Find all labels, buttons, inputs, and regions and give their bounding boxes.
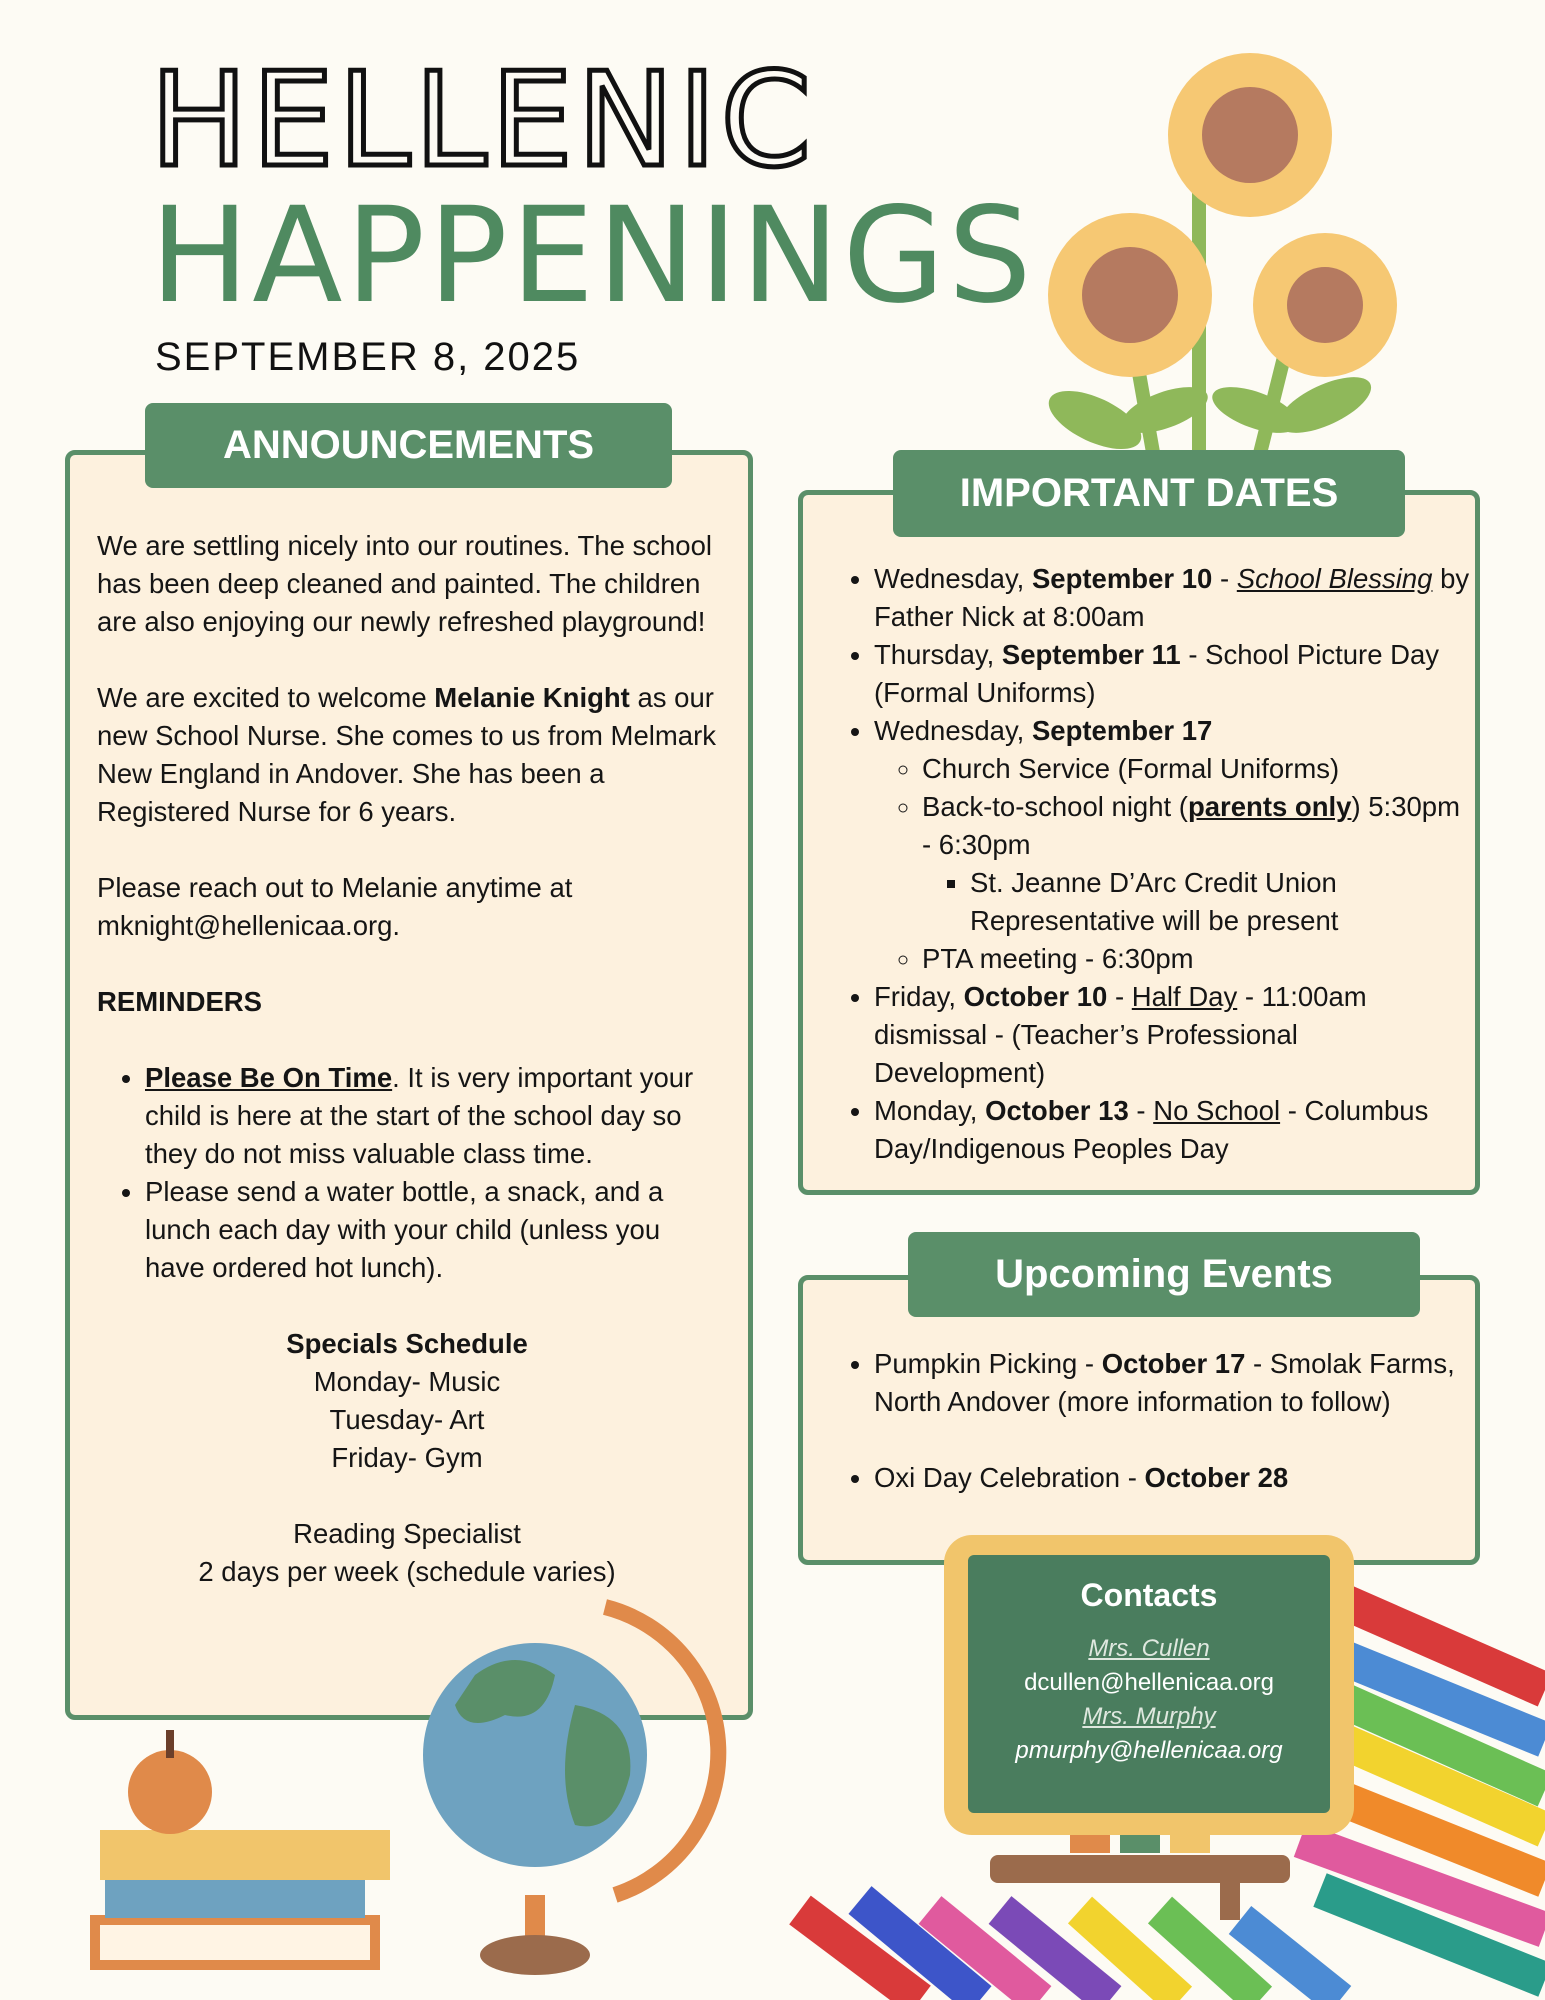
contacts-chalkboard xyxy=(968,1555,1330,1813)
title-line-2: HAPPENINGS xyxy=(150,179,1035,333)
date-note: ▪ St. Jeanne D’Arc Credit Union Representative will be present xyxy=(970,864,1472,940)
events-list xyxy=(832,1345,1472,1497)
special-item: Monday- Music xyxy=(313,1366,501,1397)
reading-detail: 2 days per week (schedule varies) xyxy=(198,1556,616,1587)
contacts-title: Contacts xyxy=(1080,1577,1218,1613)
date-item: • Wednesday, September 10 - School Blessing by Father Nick at 8:00am xyxy=(874,560,1472,636)
reading-title: Reading Specialist xyxy=(293,1518,521,1549)
important-dates-heading: IMPORTANT DATES xyxy=(893,450,1405,537)
announcement-para-3: Please reach out to Melanie anytime at mknight@hellenicaa.org. xyxy=(97,872,573,941)
reading-specialist xyxy=(97,1515,717,1591)
announcements-heading: ANNOUNCEMENTS xyxy=(145,403,672,488)
specials-title: Specials Schedule xyxy=(286,1328,528,1359)
globe-illustration xyxy=(405,1595,735,1985)
upcoming-events-content xyxy=(832,1345,1472,1535)
event-item: • Oxi Day Celebration - October 28 xyxy=(874,1459,1472,1497)
date-item: • Wednesday, September 17 ◦ Church Service (Formal Uniforms) ◦ Back-to-school night (parents only) 5:30pm - 6:30pm ▪ St. Jeanne D’Arc Credit Union Representative will be present ◦ PTA meeting - 6:30pm xyxy=(874,712,1472,978)
contact-name-2[interactable]: Mrs. Murphy xyxy=(1082,1703,1216,1730)
title-line-1: HELLENIC xyxy=(150,44,816,196)
sunflowers-illustration xyxy=(1020,25,1420,465)
announcement-para-2: We are excited to welcome Melanie Knight as our new School Nurse. She comes to us from Melmark New England in Andover. She has been a Registered Nurse for 6 years. xyxy=(97,682,716,827)
dates-list xyxy=(832,560,1472,1168)
issue-date: SEPTEMBER 8, 2025 xyxy=(155,335,581,379)
contact-name-1[interactable]: Mrs. Cullen xyxy=(1088,1635,1210,1662)
date-item: • Friday, October 10 - Half Day - 11:00am dismissal - (Teacher’s Professional Development) xyxy=(874,978,1472,1092)
special-item: Friday- Gym xyxy=(331,1442,483,1473)
sunflower-top xyxy=(1168,53,1332,217)
books-apple-illustration xyxy=(80,1720,400,1990)
easel-stand xyxy=(990,1830,1310,1920)
reminders-list xyxy=(97,1059,717,1287)
announcement-para-1: We are settling nicely into our routines. The school has been deep cleaned and painted. The children are also enjoying our newly refreshed playground! xyxy=(97,530,713,637)
event-item: • Pumpkin Picking - October 17 - Smolak Farms, North Andover (more information to follow) xyxy=(874,1345,1472,1421)
important-dates-content xyxy=(832,560,1472,1168)
sunflower-right xyxy=(1253,233,1397,377)
date-item: • Thursday, September 11 - School Picture Day (Formal Uniforms) xyxy=(874,636,1472,712)
special-item: Tuesday- Art xyxy=(329,1404,485,1435)
contact-email-2[interactable]: pmurphy@hellenicaa.org xyxy=(1015,1737,1283,1764)
sunflower-left xyxy=(1048,213,1212,377)
specials-schedule xyxy=(97,1325,717,1477)
reminder-item: • Please Be On Time. It is very important your child is here at the start of the school day so they do not miss valuable class time. xyxy=(145,1059,717,1173)
contact-email-1[interactable]: dcullen@hellenicaa.org xyxy=(1024,1669,1274,1696)
date-subitem: ◦ PTA meeting - 6:30pm xyxy=(922,940,1472,978)
reminder-item: • Please send a water bottle, a snack, and a lunch each day with your child (unless you have ordered hot lunch). xyxy=(145,1173,717,1287)
upcoming-events-heading: Upcoming Events xyxy=(908,1232,1420,1317)
date-subitem: ◦ Church Service (Formal Uniforms) xyxy=(922,750,1472,788)
reminders-title: REMINDERS xyxy=(97,986,263,1017)
date-subitem: ◦ Back-to-school night (parents only) 5:30pm - 6:30pm ▪ St. Jeanne D’Arc Credit Union Representative will be present xyxy=(922,788,1472,940)
date-item: • Monday, October 13 - No School - Columbus Day/Indigenous Peoples Day xyxy=(874,1092,1472,1168)
announcements-content xyxy=(97,527,717,1591)
